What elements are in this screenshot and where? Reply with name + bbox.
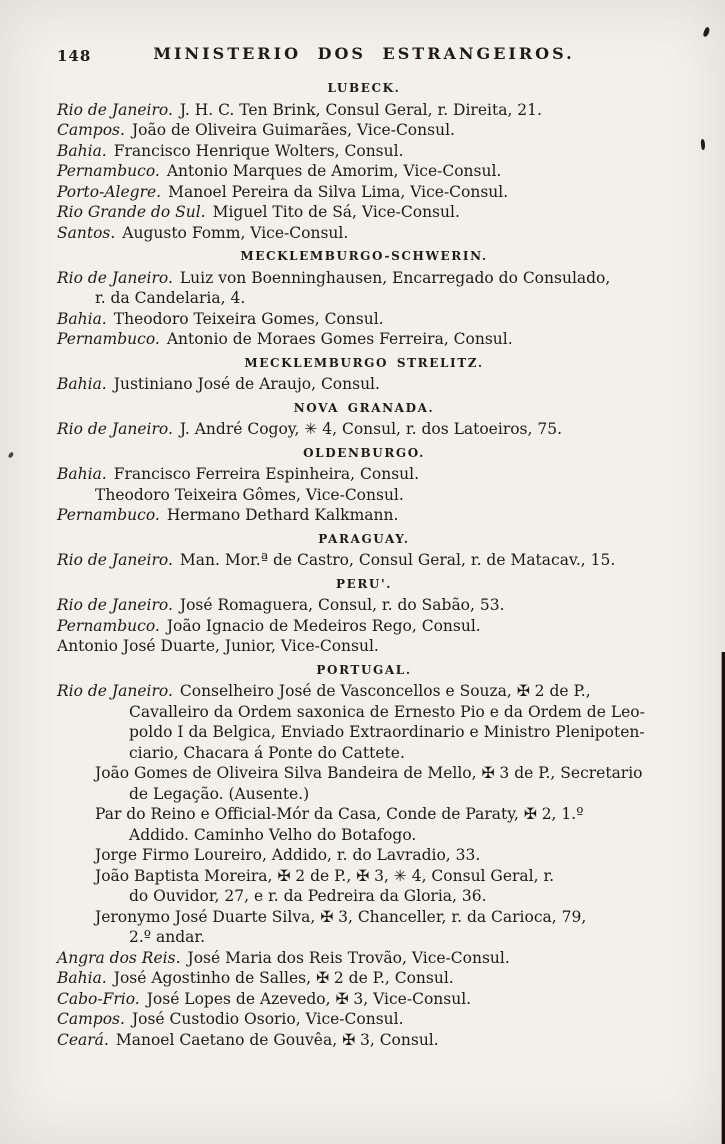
entry-line (57, 223, 671, 244)
entry-line (57, 1009, 671, 1030)
place-name: Bahia. (57, 969, 107, 987)
place-name: Campos. (57, 121, 125, 139)
entry-line (57, 550, 671, 571)
entry-text: Antonio José Duarte, Junior, Vice-Consul. (57, 637, 379, 655)
place-name: Ceará. (57, 1030, 109, 1049)
entry-line (57, 268, 671, 289)
entry-line (57, 464, 671, 485)
place-name: Rio de Janeiro. (57, 596, 173, 614)
consulate-section (57, 660, 671, 1051)
entry-text: José Lopes de Azevedo, ✠ 3, Vice-Consul. (146, 989, 472, 1008)
entry-text: José Romaguera, Consul, r. do Sabão, 53. (179, 596, 505, 614)
page-number: 148 (57, 47, 92, 65)
entry-text: Theodoro Teixeira Gômes, Vice-Consul. (95, 485, 404, 504)
entry-text: Manoel Pereira da Silva Lima, Vice-Consul. (168, 182, 509, 201)
section-title: NOVA GRANADA. (293, 400, 435, 415)
entry-line (57, 288, 671, 309)
place-name: Pernambuco. (57, 616, 160, 635)
entry-line (57, 120, 671, 141)
entry-line (57, 100, 671, 121)
section-title: OLDENBURGO. (303, 445, 425, 460)
entry-line (57, 907, 671, 928)
entry-text: Francisco Ferreira Espinheira, Consul. (113, 465, 420, 483)
entry-line (57, 329, 671, 350)
entry-text: Man. Mor.ª de Castro, Consul Geral, r. de Matacav., 15. (179, 551, 616, 569)
entry-text: José Maria dos Reis Trovão, Vice-Consul. (187, 948, 510, 967)
entry-line (57, 784, 671, 805)
place-name: Porto-Alegre. (57, 182, 162, 201)
entry-text: Cavalleiro da Ordem saxonica de Ernesto Pio e da Ordem de Leo- (129, 702, 645, 721)
entry-text: João Ignacio de Medeiros Rego, Consul. (166, 616, 481, 635)
entry-text: J. H. C. Ten Brink, Consul Geral, r. Direita, 21. (179, 100, 542, 119)
place-name: Angra dos Reis. (57, 948, 181, 967)
entry-line (57, 804, 671, 825)
entry-text: ciario, Chacara á Ponte do Cattete. (129, 743, 405, 762)
entry-text: Jeronymo José Duarte Silva, ✠ 3, Chanceller, r. da Carioca, 79, (95, 907, 587, 926)
entry-text: J. André Cogoy, ✳ 4, Consul, r. dos Latoeiros, 75. (179, 420, 563, 438)
place-name: Bahia. (57, 375, 107, 393)
sections (57, 78, 671, 1050)
section-title: PORTUGAL. (316, 662, 412, 677)
consulate-section (57, 246, 671, 350)
place-name: Rio de Janeiro. (57, 268, 173, 287)
place-name: Rio de Janeiro. (57, 100, 173, 119)
place-name: Rio de Janeiro. (57, 420, 173, 438)
place-name: Campos. (57, 1010, 125, 1028)
entry-line (57, 161, 671, 182)
entry-line (57, 1030, 671, 1051)
place-name: Rio de Janeiro. (57, 551, 173, 569)
entry-line (57, 845, 671, 866)
place-name: Bahia. (57, 309, 107, 328)
entry-line (57, 202, 671, 223)
entry-line (57, 886, 671, 907)
entry-line (57, 309, 671, 330)
place-name: Rio Grande do Sul. (57, 203, 206, 221)
entry-text: Par do Reino e Official-Mór da Casa, Conde de Paraty, ✠ 2, 1.º (95, 805, 584, 823)
entry-line (57, 485, 671, 506)
consulate-section (57, 443, 671, 526)
place-name: Cabo-Frio. (57, 989, 140, 1008)
entry-text: poldo I da Belgica, Enviado Extraordinario e Ministro Plenipoten- (129, 723, 645, 741)
place-name: Bahia. (57, 141, 107, 160)
entry-text: Antonio Marques de Amorim, Vice-Consul. (166, 162, 502, 180)
entry-text: Addido. Caminho Velho do Botafogo. (129, 825, 417, 844)
entry-text: Luiz von Boenninghausen, Encarregado do Consulado, (179, 268, 611, 287)
entry-line (57, 989, 671, 1010)
consulate-section (57, 78, 671, 243)
entry-line (57, 927, 671, 948)
entry-text: Francisco Henrique Wolters, Consul. (113, 141, 404, 160)
entry-text: r. da Candelaria, 4. (95, 289, 246, 307)
consulate-section (57, 529, 671, 571)
entry-line (57, 141, 671, 162)
entry-line (57, 419, 671, 440)
entry-line (57, 681, 671, 702)
consulate-section (57, 353, 671, 395)
entry-text: Theodoro Teixeira Gomes, Consul. (113, 309, 384, 328)
entry-text: Justiniano José de Araujo, Consul. (113, 375, 380, 393)
entry-text: Hermano Dethard Kalkmann. (166, 506, 399, 524)
entry-line (57, 616, 671, 637)
entry-line (57, 702, 671, 723)
place-name: Bahia. (57, 465, 107, 483)
section-title: LUBECK. (327, 81, 401, 95)
section-title: MECKLEMBURGO STRELITZ. (244, 355, 484, 370)
entry-text: Jorge Firmo Loureiro, Addido, r. do Lavradio, 33. (95, 846, 481, 864)
entry-line (57, 182, 671, 203)
place-name: Pernambuco. (57, 506, 160, 524)
entry-text: João Gomes de Oliveira Silva Bandeira de Mello, ✠ 3 de P., Secretario (95, 764, 643, 782)
entry-text: João Baptista Moreira, ✠ 2 de P., ✠ 3, ✳ 4, Consul Geral, r. (95, 866, 555, 885)
entry-line (57, 743, 671, 764)
entry-text: de Legação. (Ausente.) (129, 784, 310, 803)
page-title: MINISTERIO DOS ESTRANGEIROS. (153, 44, 575, 63)
entry-line (57, 722, 671, 743)
entry-line (57, 595, 671, 616)
entry-text: do Ouvidor, 27, e r. da Pedreira da Gloria, 36. (129, 887, 487, 905)
entry-line (57, 763, 671, 784)
entry-line (57, 866, 671, 887)
place-name: Pernambuco. (57, 330, 160, 348)
page-header (57, 44, 671, 68)
entry-text: José Custodio Osorio, Vice-Consul. (131, 1010, 404, 1028)
entry-line (57, 825, 671, 846)
entry-line (57, 948, 671, 969)
entry-line (57, 968, 671, 989)
section-title: MECKLEMBURGO-SCHWERIN. (240, 249, 488, 263)
entry-line (57, 636, 671, 657)
section-title: PARAGUAY. (318, 531, 410, 546)
section-title: PERU'. (335, 576, 393, 591)
consulate-section (57, 574, 671, 657)
place-name: Pernambuco. (57, 162, 160, 180)
entry-text: Conselheiro José de Vasconcellos e Souza, ✠ 2 de P., (179, 682, 591, 700)
entry-text: Miguel Tito de Sá, Vice-Consul. (212, 203, 460, 221)
place-name: Rio de Janeiro. (57, 682, 173, 700)
entry-text: Manoel Caetano de Gouvêa, ✠ 3, Consul. (115, 1030, 439, 1049)
place-name: Santos. (57, 223, 116, 242)
consulate-section (57, 398, 671, 440)
entry-line (57, 374, 671, 395)
entry-text: 2.º andar. (129, 928, 206, 946)
entry-text: José Agostinho de Salles, ✠ 2 de P., Consul. (113, 969, 454, 987)
entry-text: Augusto Fomm, Vice-Consul. (122, 223, 349, 242)
entry-text: Antonio de Moraes Gomes Ferreira, Consul. (166, 330, 513, 348)
entry-text: João de Oliveira Guimarães, Vice-Consul. (131, 121, 455, 139)
entry-line (57, 505, 671, 526)
